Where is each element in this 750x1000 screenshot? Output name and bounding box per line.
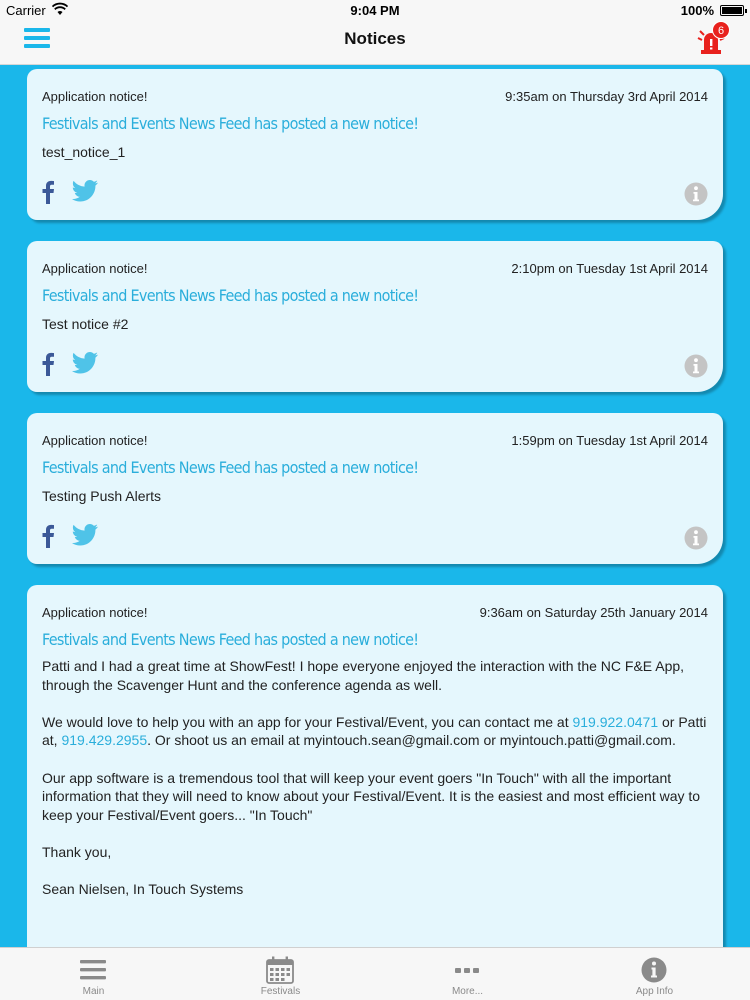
notice-card <box>27 413 723 564</box>
notice-type-label: Application notice! <box>42 605 148 620</box>
notice-timestamp: 9:36am on Saturday 25th January 2014 <box>479 605 708 620</box>
notice-paragraph: Our app software is a tremendous tool that will keep your event goers "In Touch" with all the important information that they will need to know about your Festival/Event. It is the easiest and most efficient way to keep your Festival/Event goers... "In Touch" <box>42 769 701 823</box>
battery-percent: 100% <box>680 3 714 18</box>
nav-bar <box>0 20 750 65</box>
page-title: Notices <box>344 29 406 48</box>
notice-timestamp: 9:35am on Thursday 3rd April 2014 <box>505 89 708 104</box>
facebook-icon[interactable] <box>42 180 54 204</box>
notice-paragraph: We would love to help you with an app for your Festival/Event, you can contact me at 919.922.0471 or Patti at, 919.429.2955. Or shoot us an email at myintouch.sean@gmail.com or myintouch.patti@gmail.com. <box>42 713 707 749</box>
notice-paragraph: Patti and I had a great time at ShowFest! I hope everyone enjoyed the interaction with the NC F&E App, through the Scavenger Hunt and the conference agenda as well. <box>42 658 685 693</box>
alert-count-badge: 6 <box>712 21 730 39</box>
tab-main[interactable] <box>0 948 187 1000</box>
phone-link[interactable]: 919.429.2955 <box>61 732 148 749</box>
twitter-icon[interactable] <box>72 524 98 546</box>
tab-festivals[interactable] <box>187 948 374 1000</box>
info-icon[interactable] <box>684 354 708 378</box>
tab-label: Festivals <box>260 986 301 997</box>
carrier-label: Carrier <box>6 3 46 18</box>
notice-body <box>42 657 712 917</box>
notice-card <box>27 69 723 220</box>
calendar-icon <box>265 956 295 984</box>
notice-type-label: Application notice! <box>42 89 148 104</box>
notice-type-label: Application notice! <box>42 433 148 448</box>
info-icon <box>639 956 669 984</box>
notice-card <box>27 241 723 392</box>
tab-app-info[interactable] <box>561 948 748 1000</box>
tab-label: More... <box>451 986 484 997</box>
notice-headline: Festivals and Events News Feed has posted a new notice! <box>42 630 419 649</box>
facebook-icon[interactable] <box>42 352 54 376</box>
tab-label: App Info <box>635 986 674 997</box>
notice-timestamp: 2:10pm on Tuesday 1st April 2014 <box>511 261 708 276</box>
status-bar <box>0 0 750 20</box>
notices-feed[interactable] <box>0 66 750 947</box>
facebook-icon[interactable] <box>42 524 54 548</box>
tab-more[interactable] <box>374 948 561 1000</box>
notice-headline: Festivals and Events News Feed has posted a new notice! <box>42 286 419 305</box>
tab-label: Main <box>82 986 105 997</box>
twitter-icon[interactable] <box>72 352 98 374</box>
notice-body: Testing Push Alerts <box>42 488 162 504</box>
notice-body: Test notice #2 <box>42 316 129 332</box>
menu-lines-icon <box>78 956 108 984</box>
info-icon[interactable] <box>684 526 708 550</box>
tab-bar <box>0 947 750 1000</box>
notice-headline: Festivals and Events News Feed has posted a new notice! <box>42 114 419 133</box>
notice-paragraph: Thank you, <box>42 843 112 860</box>
phone-link[interactable]: 919.922.0471 <box>572 713 659 730</box>
notice-paragraph: Sean Nielsen, In Touch Systems <box>42 881 244 898</box>
notice-card <box>27 585 723 947</box>
battery-icon <box>720 5 744 16</box>
twitter-icon[interactable] <box>72 180 98 202</box>
more-dots-icon <box>452 956 482 984</box>
notice-type-label: Application notice! <box>42 261 148 276</box>
notice-headline: Festivals and Events News Feed has posted a new notice! <box>42 458 419 477</box>
notice-body: test_notice_1 <box>42 144 126 160</box>
info-icon[interactable] <box>684 182 708 206</box>
clock: 9:04 PM <box>350 3 400 18</box>
notice-timestamp: 1:59pm on Tuesday 1st April 2014 <box>511 433 708 448</box>
